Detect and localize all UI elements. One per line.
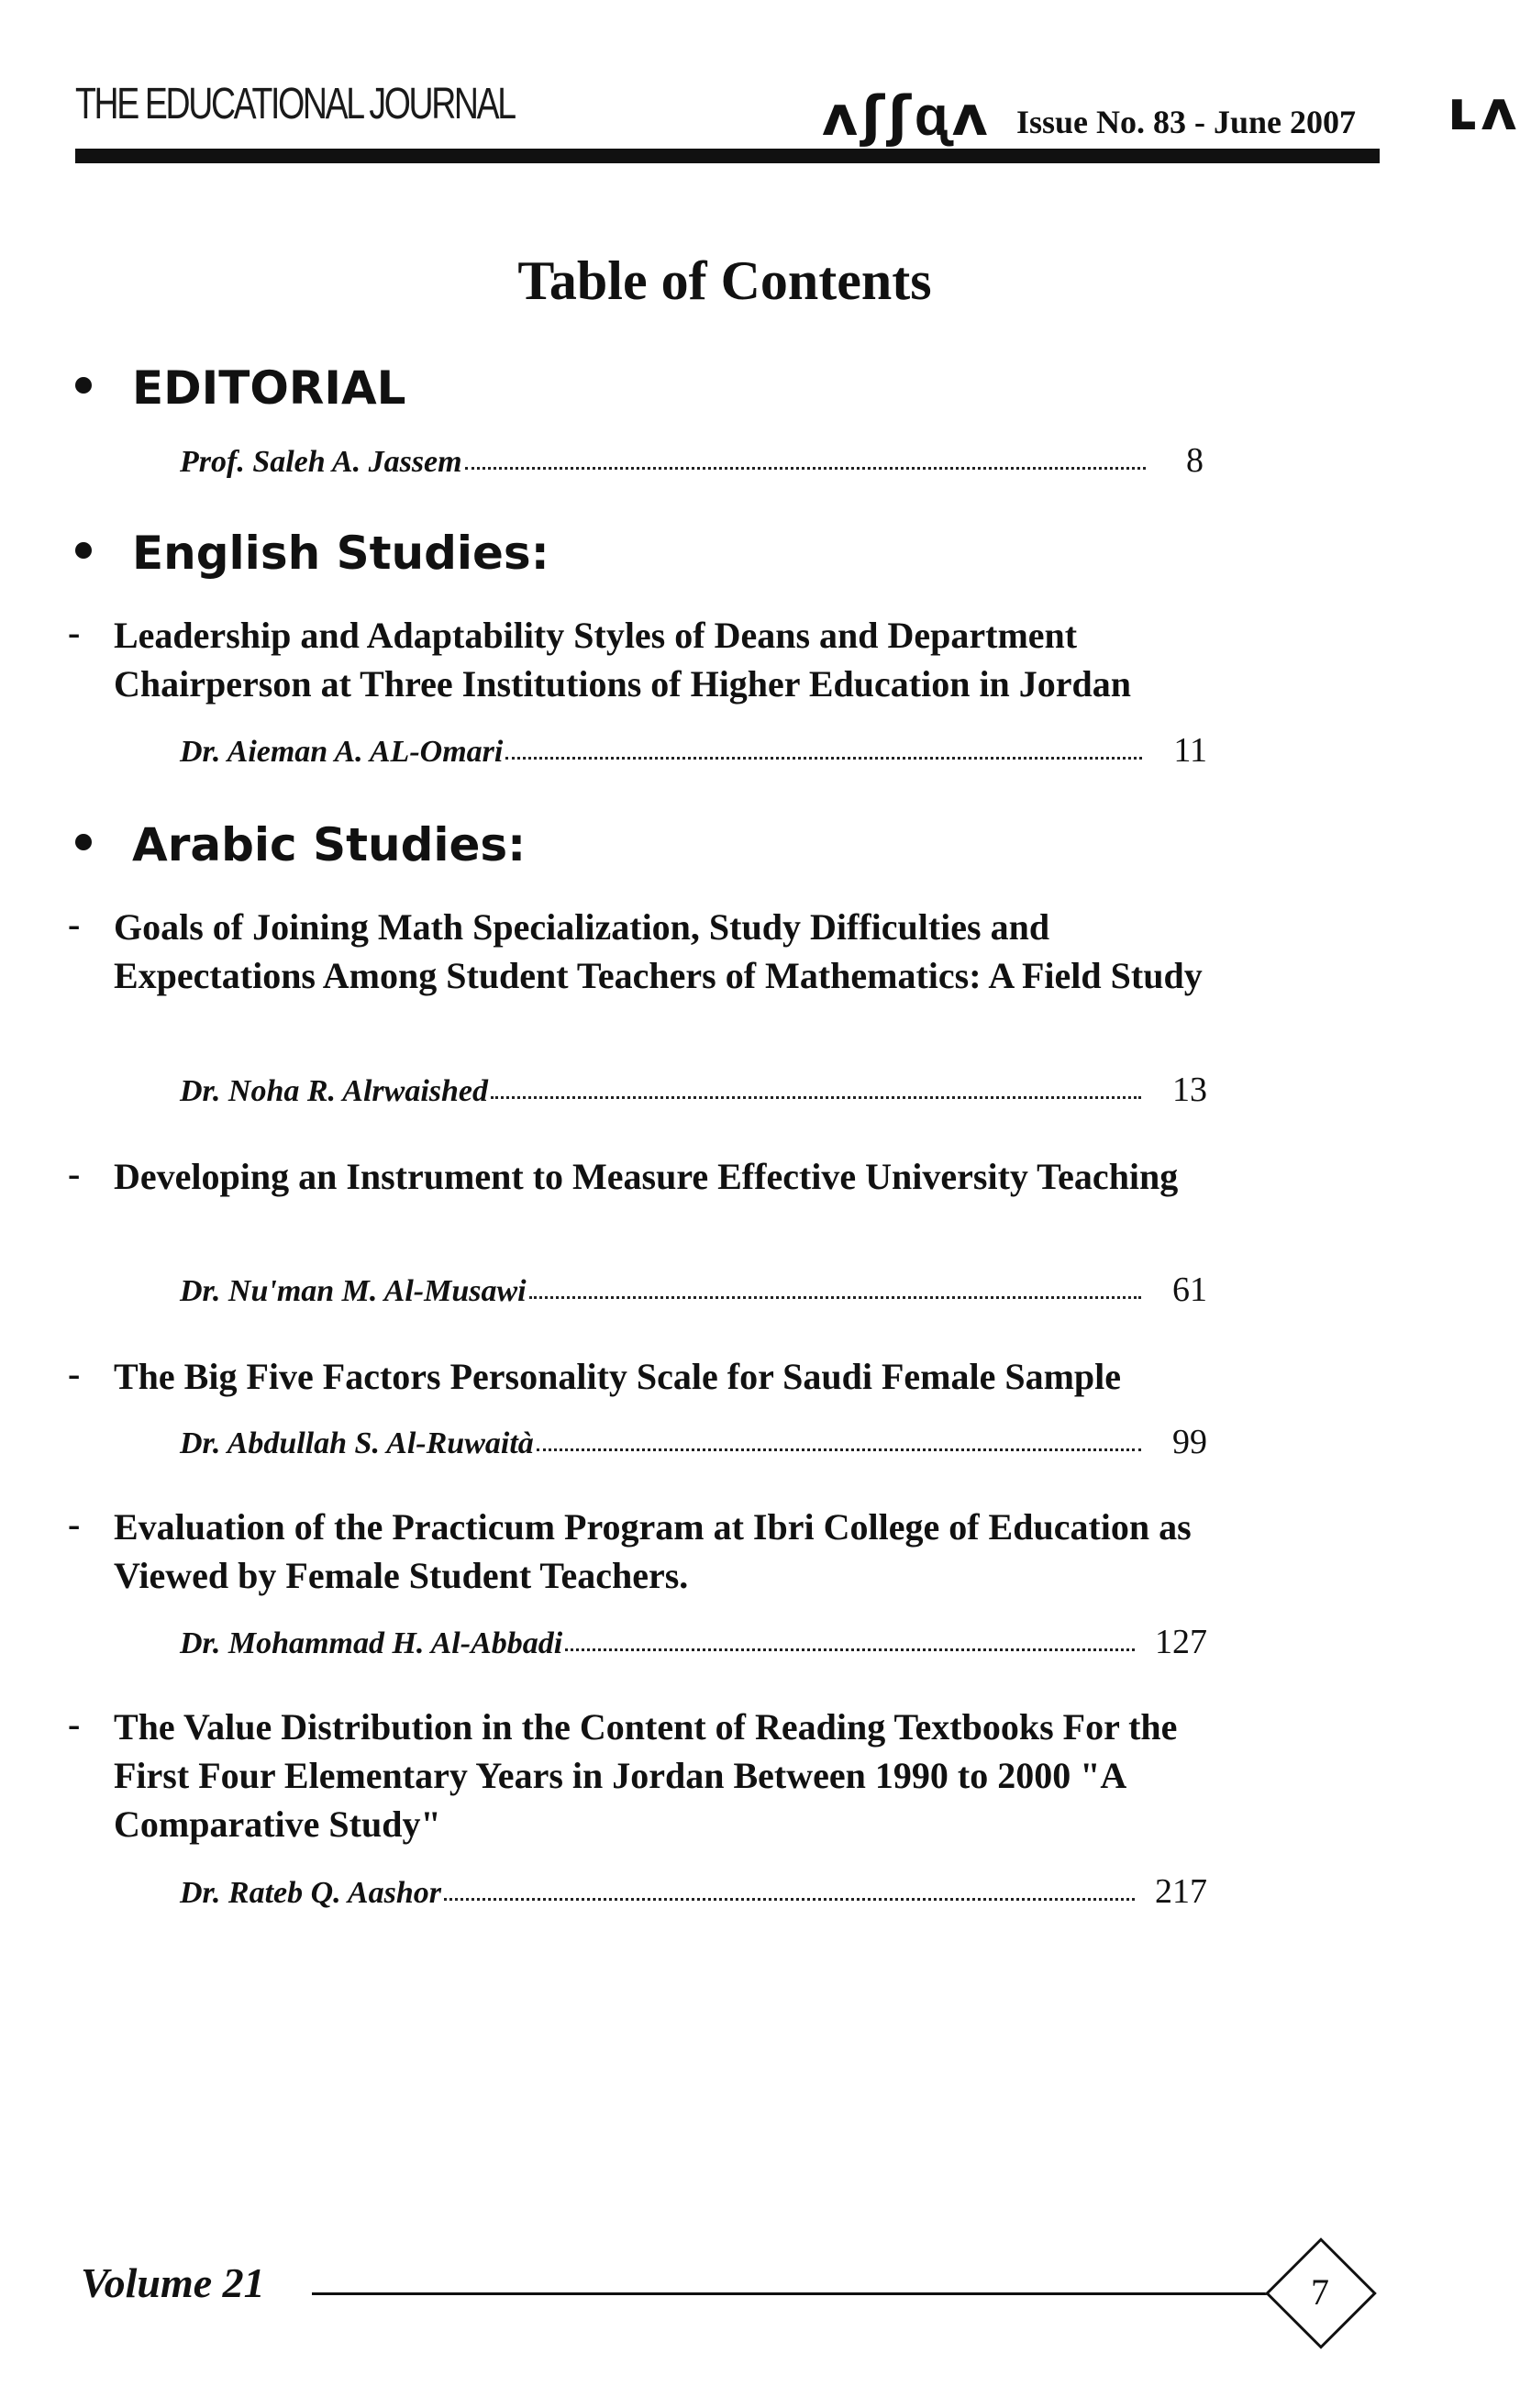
volume-label: Volume 21: [81, 2259, 265, 2306]
author-name: Dr. Rateb Q. Aashor: [180, 1876, 441, 1910]
bullet-icon: [75, 377, 92, 394]
toc-entry-title[interactable]: The Big Five Factors Personality Scale for Saudi Female Sample: [114, 1356, 1122, 1397]
toc-entry-title[interactable]: The Value Distribution in the Content of Reading Textbooks For the First Four Elementary Years in Jordan Between 1990 to 2000 "A Comparative Study": [114, 1706, 1178, 1845]
section-editorial: [75, 361, 406, 415]
author-name: Dr. Noha R. Alrwaished: [180, 1074, 488, 1108]
page-number: 8: [1186, 441, 1204, 480]
toc-entry-title[interactable]: Goals of Joining Math Specialization, Study Difficulties and Expectations Among Student Teachers of Mathematics: A Field Study: [114, 906, 1203, 996]
page-number: 13: [1172, 1071, 1207, 1109]
section-english-studies: [75, 527, 549, 580]
dot-leader: [537, 1445, 1141, 1451]
footer-rule: [312, 2292, 1273, 2295]
header-rule: [75, 149, 1380, 163]
toc-entry-title[interactable]: Leadership and Adaptability Styles of Deans and Department Chairperson at Three Institutions of Higher Education in Jordan: [114, 615, 1132, 705]
toc-author-line: [180, 440, 1207, 481]
page-number: 217: [1155, 1872, 1207, 1911]
dot-leader: [505, 753, 1142, 760]
issue-info: Issue No. 83 - June 2007: [1016, 104, 1357, 140]
list-dash: -: [68, 1153, 81, 1194]
folio-page-number: 7: [1311, 2271, 1329, 2313]
page-number: 11: [1173, 731, 1207, 770]
page-number: 127: [1155, 1623, 1207, 1661]
journal-name: THE EDUCATIONAL JOURNAL: [75, 80, 515, 128]
bullet-icon: [75, 834, 92, 850]
list-dash: -: [68, 1703, 81, 1745]
toc-author-line: [180, 730, 1207, 771]
handwritten-note-corner: ʟʌ: [1448, 79, 1521, 143]
author-name: Dr. Abdullah S. Al-Ruwaità: [180, 1426, 534, 1460]
section-heading: EDITORIAL: [132, 361, 406, 415]
dot-leader: [565, 1645, 1135, 1651]
bullet-icon: [75, 542, 92, 559]
toc-author-line: [180, 1270, 1207, 1310]
list-dash: -: [68, 612, 81, 653]
list-dash: -: [68, 1504, 81, 1545]
section-heading: English Studies:: [132, 527, 549, 580]
handwritten-note: ʌʃʃᶐʌ: [822, 84, 992, 149]
toc-author-line: [180, 1422, 1207, 1462]
dot-leader: [465, 463, 1146, 470]
toc-entry-title[interactable]: Developing an Instrument to Measure Effective University Teaching: [114, 1156, 1179, 1197]
dot-leader: [491, 1093, 1141, 1099]
author-name: Dr. Mohammad H. Al-Abbadi: [180, 1626, 563, 1660]
dot-leader: [529, 1293, 1141, 1299]
list-dash: -: [68, 1353, 81, 1394]
author-name: Dr. Nu'man M. Al-Musawi: [180, 1274, 527, 1308]
author-name: Prof. Saleh A. Jassem: [180, 445, 462, 479]
page-number: 61: [1172, 1271, 1207, 1309]
page-number: 99: [1172, 1423, 1207, 1461]
section-arabic-studies: [75, 818, 526, 871]
dot-leader: [444, 1894, 1135, 1901]
toc-author-line: [180, 1070, 1207, 1110]
section-heading: Arabic Studies:: [132, 818, 527, 871]
author-name: Dr. Aieman A. AL-Omari: [180, 735, 504, 769]
toc-author-line: [180, 1622, 1207, 1662]
page-title: Table of Contents: [517, 250, 932, 311]
toc-author-line: [180, 1871, 1207, 1912]
list-dash: -: [68, 904, 81, 945]
toc-entry-title[interactable]: Evaluation of the Practicum Program at Ibri College of Education as Viewed by Female Student Teachers.: [114, 1506, 1192, 1596]
